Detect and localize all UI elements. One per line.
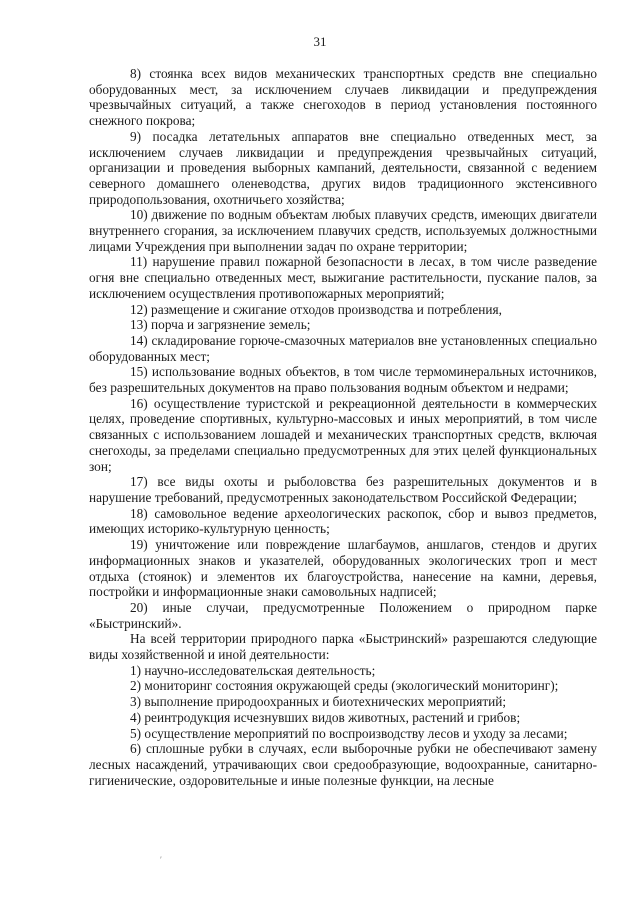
- paragraph-item-18: 18) самовольное ведение археологических раскопок, сбор и вывоз предметов, имеющих историко-культурную ценность;: [89, 505, 597, 537]
- paragraph-item-13: 13) порча и загрязнение земель;: [130, 317, 311, 333]
- paragraph-item-12: 12) размещение и сжигание отходов производства и потребления,: [130, 301, 502, 317]
- paragraph-item-19: 19) уничтожение или повреждение шлагбаумов, аншлагов, стендов и других информационных знаков и указателей, оборудованных экологических троп и мест отдыха (стоянок) и элементов их благоустройства, нанесение на камни, деревья, постройки и информационные знаки самовольных надписей;: [89, 537, 597, 600]
- paragraph-allowed-5: 5) осуществление мероприятий по воспроизводству лесов и уходу за лесами;: [130, 725, 568, 741]
- paragraph-item-11: 11) нарушение правил пожарной безопасности в лесах, в том числе разведение огня вне специально отведенных мест, выжигание растительности, пускание палов, за исключением осуществления противопожарных мероприятий;: [89, 254, 597, 301]
- paragraph-item-16: 16) осуществление туристской и рекреационной деятельности в коммерческих целях, проведение спортивных, культурно-массовых и иных мероприятий, в том числе связанных с использованием лошадей и механических транспортных средств, включая снегоходы, за пределами специально предусмотренных для этих целей функциональных зон;: [89, 395, 597, 474]
- document-body: [89, 66, 597, 788]
- paragraph-allowed-1: 1) научно-исследовательская деятельность;: [130, 662, 376, 678]
- paragraph-allowed-2: 2) мониторинг состояния окружающей среды (экологический мониторинг);: [130, 678, 559, 694]
- paragraph-item-9: 9) посадка летательных аппаратов вне специально отведенных мест, за исключением случаев ликвидации и предупреждения чрезвычайных ситуаций, организации и проведения выборных кампаний, деятельности, связанной с ведением северного домашнего оленеводства, других видов традиционного экстенсивного природопользования, охотничьего хозяйства;: [89, 128, 597, 207]
- page-number: 31: [313, 34, 327, 49]
- paragraph-item-20: 20) иные случаи, предусмотренные Положением о природном парке «Быстринский».: [89, 599, 597, 631]
- paragraph-item-15: 15) использование водных объектов, в том числе термоминеральных источников, без разрешительных документов на право пользования водным объектом и недрами;: [89, 364, 597, 396]
- paragraph-allowed-4: 4) реинтродукция исчезнувших видов животных, растений и грибов;: [130, 709, 521, 725]
- paragraph-item-14: 14) складирование горюче-смазочных материалов вне установленных специально оборудованных мест;: [89, 332, 597, 364]
- paragraph-allowed-3: 3) выполнение природоохранных и биотехнических мероприятий;: [130, 694, 507, 710]
- paragraph-item-8: 8) стоянка всех видов механических транспортных средств вне специально оборудованных мест, за исключением случаев ликвидации и предупреждения чрезвычайных ситуаций, а также снегоходов в период установления постоянного снежного покрова;: [89, 66, 597, 129]
- paragraph-item-17: 17) все виды охоты и рыболовства без разрешительных документов и в нарушение требований, предусмотренных законодательством Российской Федерации;: [89, 474, 597, 505]
- paragraph-allowed-intro: На всей территории природного парка «Быстринский» разрешаются следующие виды хозяйственной и иной деятельности:: [89, 631, 597, 663]
- paragraph-item-10: 10) движение по водным объектам любых плавучих средств, имеющих двигатели внутреннего сгорания, за исключением плавучих средств, используемых должностными лицами Учреждения при выполнении задач по охране территории;: [89, 207, 597, 254]
- scan-artifact-mark: ′: [160, 855, 162, 865]
- paragraph-allowed-6: 6) сплошные рубки в случаях, если выборочные рубки не обеспечивают замену лесных насаждений, утрачивающих свои средообразующие, водоохранные, санитарно-гигиенические, оздоровительные и иные полезные функции, на лесные: [89, 741, 597, 788]
